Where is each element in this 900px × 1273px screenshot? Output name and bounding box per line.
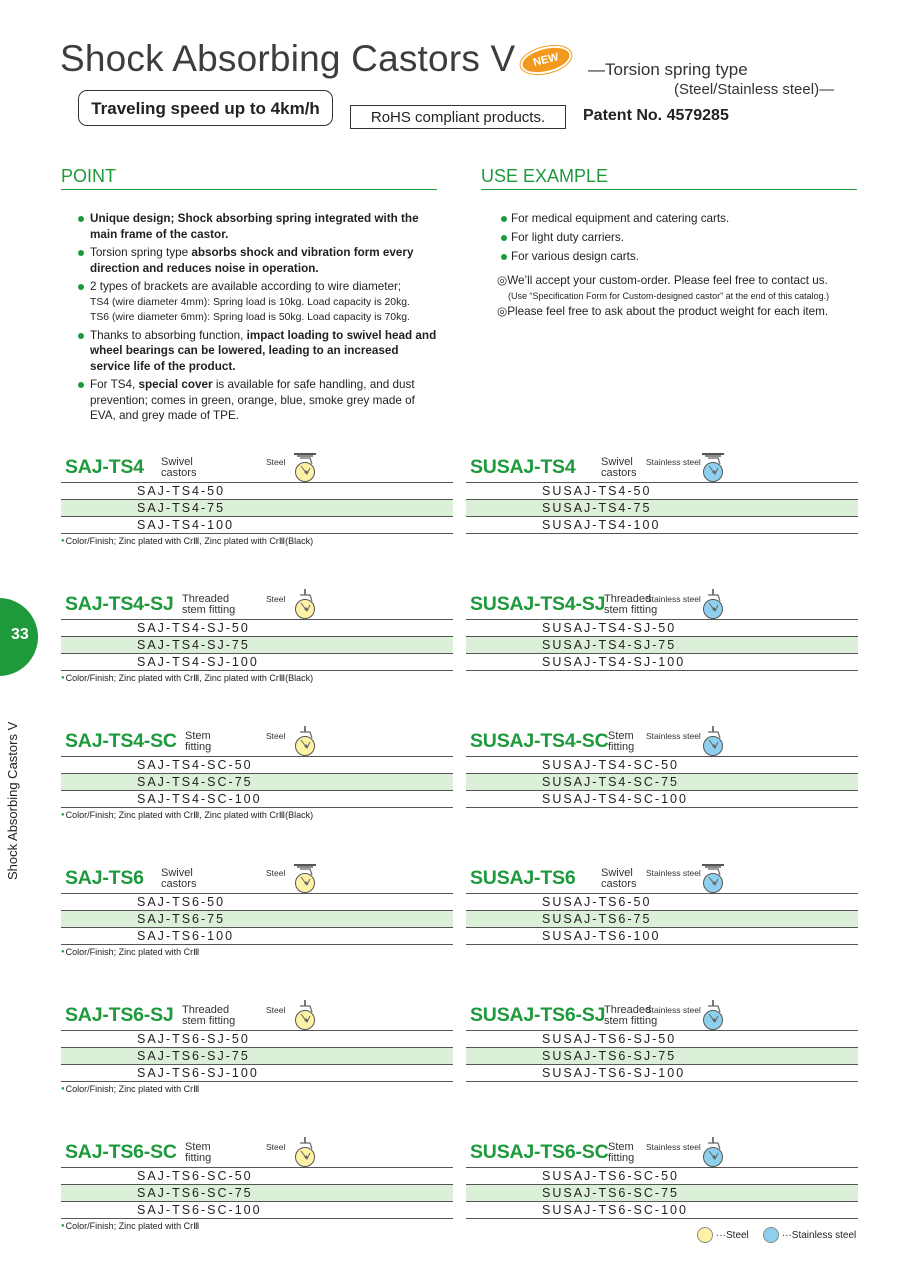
model-table — [61, 619, 453, 671]
product-block — [61, 456, 453, 551]
castor-icon — [702, 726, 724, 758]
page-number: 33 — [11, 626, 29, 643]
point-sub: TS6 (wire diameter 6mm): Spring load is 50kg. Load capacity is 70kg. — [90, 311, 410, 323]
product-description: Threaded stem fitting — [604, 593, 658, 616]
product-code: SAJ-TS6 — [65, 867, 144, 889]
table-row: SAJ-TS6-75 — [61, 911, 453, 928]
new-badge: NEW — [518, 41, 575, 79]
table-row: SAJ-TS4-SJ-100 — [61, 654, 453, 671]
product-code: SAJ-TS4-SJ — [65, 593, 174, 615]
model-table — [466, 893, 858, 945]
custom-order-note: ◎We’ll accept your custom-order. Please feel free to contact us. — [497, 274, 828, 287]
product-block — [61, 1004, 453, 1099]
table-row: SAJ-TS4-SC-50 — [61, 757, 453, 774]
table-row: SUSAJ-TS6-SC-75 — [466, 1185, 858, 1202]
side-section-label: Shock Absorbing Castors V — [5, 721, 20, 880]
castor-icon — [294, 1137, 316, 1169]
product-block — [466, 867, 858, 962]
model-table — [466, 482, 858, 534]
table-row: SAJ-TS6-50 — [61, 894, 453, 911]
product-code: SUSAJ-TS4-SJ — [470, 593, 606, 615]
table-row: SAJ-TS4-SC-100 — [61, 791, 453, 808]
table-row: SUSAJ-TS4-75 — [466, 500, 858, 517]
table-row: SUSAJ-TS6-50 — [466, 894, 858, 911]
material-label: Stainless steel — [646, 457, 701, 467]
table-row: SAJ-TS6-SJ-100 — [61, 1065, 453, 1082]
spec-form-note: (Use “Specification Form for Custom-designed castor” at the end of this catalog.) — [508, 291, 830, 301]
point-heading: POINT — [61, 166, 437, 190]
castor-icon — [702, 589, 724, 621]
material-label: Stainless steel — [646, 868, 701, 878]
material-label: Steel — [266, 457, 286, 467]
speed-badge: Traveling speed up to 4km/h — [78, 90, 333, 126]
table-row: SUSAJ-TS6-SJ-100 — [466, 1065, 858, 1082]
model-table — [61, 482, 453, 534]
model-table — [61, 1030, 453, 1082]
table-row: SAJ-TS4-100 — [61, 517, 453, 534]
finish-note: ● Color/Finish; Zinc plated with CrⅢ, Zinc plated with CrⅢ(Black) — [61, 536, 313, 547]
product-description: Stem fitting — [608, 730, 635, 753]
table-row: SUSAJ-TS6-SJ-50 — [466, 1031, 858, 1048]
table-row: SAJ-TS6-100 — [61, 928, 453, 945]
product-code: SUSAJ-TS6-SJ — [470, 1004, 606, 1026]
use-example-item: For medical equipment and catering carts. — [505, 211, 865, 226]
table-row: SUSAJ-TS6-SC-100 — [466, 1202, 858, 1219]
table-row: SAJ-TS4-50 — [61, 483, 453, 500]
steel-legend-label: ···Steel — [716, 1229, 749, 1241]
product-block — [61, 1141, 453, 1236]
material-label: Steel — [266, 1142, 286, 1152]
product-description: Stem fitting — [185, 1141, 212, 1164]
product-description: Threaded stem fitting — [604, 1004, 658, 1027]
table-row: SUSAJ-TS6-100 — [466, 928, 858, 945]
product-description: Stem fitting — [608, 1141, 635, 1164]
table-row: SAJ-TS6-SJ-75 — [61, 1048, 453, 1065]
page-title: Shock Absorbing Castors V — [60, 38, 516, 79]
castor-icon — [702, 1000, 724, 1032]
product-code: SUSAJ-TS4-SC — [470, 730, 609, 752]
product-description: Swivel castors — [601, 456, 637, 479]
point-item: Unique design; Shock absorbing spring integrated with the main frame of the castor. — [82, 211, 442, 242]
patent-number: Patent No. 4579285 — [583, 107, 729, 124]
product-description: Stem fitting — [185, 730, 212, 753]
material-label: Stainless steel — [646, 1142, 701, 1152]
product-block — [466, 1141, 858, 1236]
material-label: Stainless steel — [646, 594, 701, 604]
subtitle-line2: (Steel/Stainless steel)— — [674, 81, 835, 98]
material-label: Steel — [266, 731, 286, 741]
model-table — [61, 1167, 453, 1219]
product-description: Swivel castors — [161, 456, 197, 479]
stainless-legend-swatch — [763, 1227, 779, 1243]
table-row: SAJ-TS4-SJ-50 — [61, 620, 453, 637]
product-block — [466, 1004, 858, 1099]
product-block — [61, 593, 453, 688]
material-label: Steel — [266, 868, 286, 878]
table-row: SUSAJ-TS4-SC-75 — [466, 774, 858, 791]
table-row: SAJ-TS6-SC-50 — [61, 1168, 453, 1185]
model-table — [466, 1030, 858, 1082]
product-block — [61, 730, 453, 825]
product-code: SAJ-TS6-SJ — [65, 1004, 174, 1026]
product-code: SAJ-TS4 — [65, 456, 144, 478]
table-row: SUSAJ-TS6-SJ-75 — [466, 1048, 858, 1065]
table-row: SUSAJ-TS4-100 — [466, 517, 858, 534]
material-label: Stainless steel — [646, 1005, 701, 1015]
castor-icon — [702, 452, 724, 484]
table-row: SAJ-TS4-75 — [61, 500, 453, 517]
point-item: Torsion spring type absorbs shock and vibration form every direction and reduces noise in operation. — [82, 245, 442, 276]
castor-icon — [294, 863, 316, 895]
point-sub: TS4 (wire diameter 4mm): Spring load is 10kg. Load capacity is 20kg. — [90, 296, 410, 308]
table-row: SAJ-TS6-SC-75 — [61, 1185, 453, 1202]
table-row: SUSAJ-TS6-SC-50 — [466, 1168, 858, 1185]
use-example-list — [505, 211, 865, 268]
product-description: Threaded stem fitting — [182, 593, 236, 616]
use-example-heading: USE EXAMPLE — [481, 166, 857, 190]
castor-icon — [294, 452, 316, 484]
castor-icon — [702, 1137, 724, 1169]
model-table — [466, 756, 858, 808]
product-description: Swivel castors — [161, 867, 197, 890]
point-item: Thanks to absorbing function, impact loading to swivel head and wheel bearings can be lowered, leading to an increased service life of the product. — [82, 328, 442, 375]
table-row: SAJ-TS4-SJ-75 — [61, 637, 453, 654]
use-example-item: For various design carts. — [505, 249, 865, 264]
point-list — [82, 211, 442, 427]
stainless-legend-label: ···Stainless steel — [781, 1229, 857, 1241]
table-row: SAJ-TS6-SJ-50 — [61, 1031, 453, 1048]
point-item: For TS4, special cover is available for safe handling, and dust prevention; comes in green, orange, blue, smoke grey made of EVA, and grey made of TPE. — [82, 377, 442, 424]
table-row: SUSAJ-TS4-SJ-100 — [466, 654, 858, 671]
material-label: Steel — [266, 1005, 286, 1015]
table-row: SUSAJ-TS4-SJ-50 — [466, 620, 858, 637]
rohs-badge: RoHS compliant products. — [350, 105, 566, 129]
table-row: SAJ-TS6-SC-100 — [61, 1202, 453, 1219]
point-item: 2 types of brackets are available according to wire diameter; TS4 (wire diameter 4mm): Spring load is 10kg. Load capacity is 20kg. TS6 (wire diameter 6mm): Spring load is 50kg. Load capacity is 70kg. — [82, 279, 442, 325]
material-label: Steel — [266, 594, 286, 604]
product-block — [466, 456, 858, 551]
steel-legend-swatch — [697, 1227, 713, 1243]
table-row: SUSAJ-TS4-SC-50 — [466, 757, 858, 774]
weight-note: ◎Please feel free to ask about the product weight for each item. — [497, 305, 829, 318]
model-table — [61, 756, 453, 808]
product-block — [466, 730, 858, 825]
castor-icon — [294, 726, 316, 758]
product-code: SAJ-TS6-SC — [65, 1141, 177, 1163]
castor-icon — [702, 863, 724, 895]
finish-note: ● Color/Finish; Zinc plated with CrⅢ — [61, 1084, 199, 1095]
product-block — [466, 593, 858, 688]
table-row: SUSAJ-TS4-SJ-75 — [466, 637, 858, 654]
finish-note: ● Color/Finish; Zinc plated with CrⅢ, Zinc plated with CrⅢ(Black) — [61, 673, 313, 684]
model-table — [61, 893, 453, 945]
table-row: SUSAJ-TS4-SC-100 — [466, 791, 858, 808]
subtitle-line1: —Torsion spring type — [588, 60, 748, 79]
table-row: SAJ-TS4-SC-75 — [61, 774, 453, 791]
product-code: SUSAJ-TS6-SC — [470, 1141, 609, 1163]
product-block — [61, 867, 453, 962]
product-description: Threaded stem fitting — [182, 1004, 236, 1027]
finish-note: ● Color/Finish; Zinc plated with CrⅢ, Zinc plated with CrⅢ(Black) — [61, 810, 313, 821]
castor-icon — [294, 1000, 316, 1032]
model-table — [466, 1167, 858, 1219]
castor-icon — [294, 589, 316, 621]
finish-note: ● Color/Finish; Zinc plated with CrⅢ — [61, 947, 199, 958]
finish-note: ● Color/Finish; Zinc plated with CrⅢ — [61, 1221, 199, 1232]
product-code: SUSAJ-TS6 — [470, 867, 576, 889]
table-row: SUSAJ-TS4-50 — [466, 483, 858, 500]
model-table — [466, 619, 858, 671]
material-legend — [697, 1227, 856, 1243]
product-code: SAJ-TS4-SC — [65, 730, 177, 752]
product-code: SUSAJ-TS4 — [470, 456, 576, 478]
use-example-item: For light duty carriers. — [505, 230, 865, 245]
material-label: Stainless steel — [646, 731, 701, 741]
table-row: SUSAJ-TS6-75 — [466, 911, 858, 928]
product-description: Swivel castors — [601, 867, 637, 890]
